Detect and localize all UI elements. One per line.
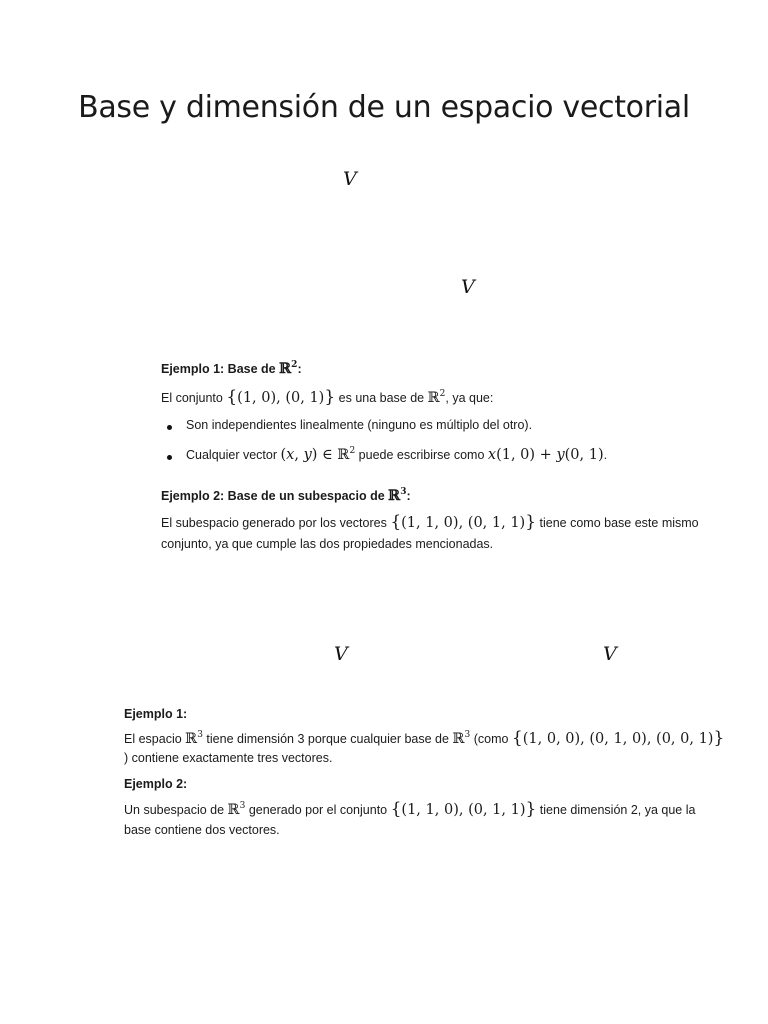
dimension-example-2-heading: Ejemplo 2: [124, 777, 188, 791]
math-variable-v: V [343, 168, 357, 190]
math-r2: ℝ$^2$ [427, 389, 446, 406]
math-variable-v: V [461, 276, 475, 298]
math-r3: ℝ$^3$ [452, 730, 471, 747]
math-vector-xy: (x, y) ∈ ℝ$^2$ [280, 446, 356, 463]
example-1-heading: Ejemplo 1: Base de ℝ$^2$: [161, 360, 302, 377]
math-set: {(1, 0), (0, 1)} [226, 387, 336, 407]
math-set: {(1, 1, 0), (0, 1, 1)} [390, 799, 537, 819]
example-2-heading: Ejemplo 2: Base de un subespacio de ℝ$^3$: [161, 487, 411, 504]
math-r3: ℝ$^3$ [388, 487, 407, 504]
example-1-statement: El conjunto {(1, 0), (0, 1)} es una base de ℝ$^2$, ya que: [161, 387, 494, 407]
math-set: {(1, 1, 0), (0, 1, 1)} [390, 512, 537, 532]
bullet-item: Son independientes linealmente (ninguno es múltiplo del otro). [186, 418, 533, 432]
math-linear-combination: x(1, 0) + y(0, 1) [487, 447, 604, 463]
dimension-example-2-statement-cont: base contiene dos vectores. [124, 823, 280, 837]
math-r3: ℝ$^3$ [185, 730, 203, 747]
example-2-statement: El subespacio generado por los vectores {(1, 1, 0), (0, 1, 1)} tiene como base este mismo [161, 512, 699, 532]
bullet-icon [167, 425, 172, 430]
dimension-example-1-statement: El espacio ℝ$^3$ tiene dimensión 3 porque cualquier base de ℝ$^3$ (como {(1, 0, 0), (0, 1, 0), (0, 0, 1)} [124, 728, 725, 748]
math-r3: ℝ$^3$ [227, 801, 246, 818]
math-variable-v: V [334, 643, 348, 665]
example-2-statement-cont: conjunto, ya que cumple las dos propiedades mencionadas. [161, 537, 494, 551]
bullet-icon [167, 455, 172, 460]
dimension-example-1-heading: Ejemplo 1: [124, 707, 188, 721]
bullet-item: Cualquier vector (x, y) ∈ ℝ$^2$ puede escribirse como x(1, 0) + y(0, 1). [186, 446, 608, 463]
dimension-example-1-statement-cont: ) contiene exactamente tres vectores. [124, 751, 333, 765]
dimension-example-2-statement: Un subespacio de ℝ$^3$ generado por el conjunto {(1, 1, 0), (0, 1, 1)} tiene dimensión 2, ya que la [124, 799, 696, 819]
math-set: {(1, 0, 0), (0, 1, 0), (0, 0, 1)} [511, 728, 725, 748]
math-r2: ℝ$^2$ [279, 360, 298, 377]
page-title: Base y dimensión de un espacio vectorial [78, 90, 690, 125]
math-variable-v: V [603, 643, 617, 665]
